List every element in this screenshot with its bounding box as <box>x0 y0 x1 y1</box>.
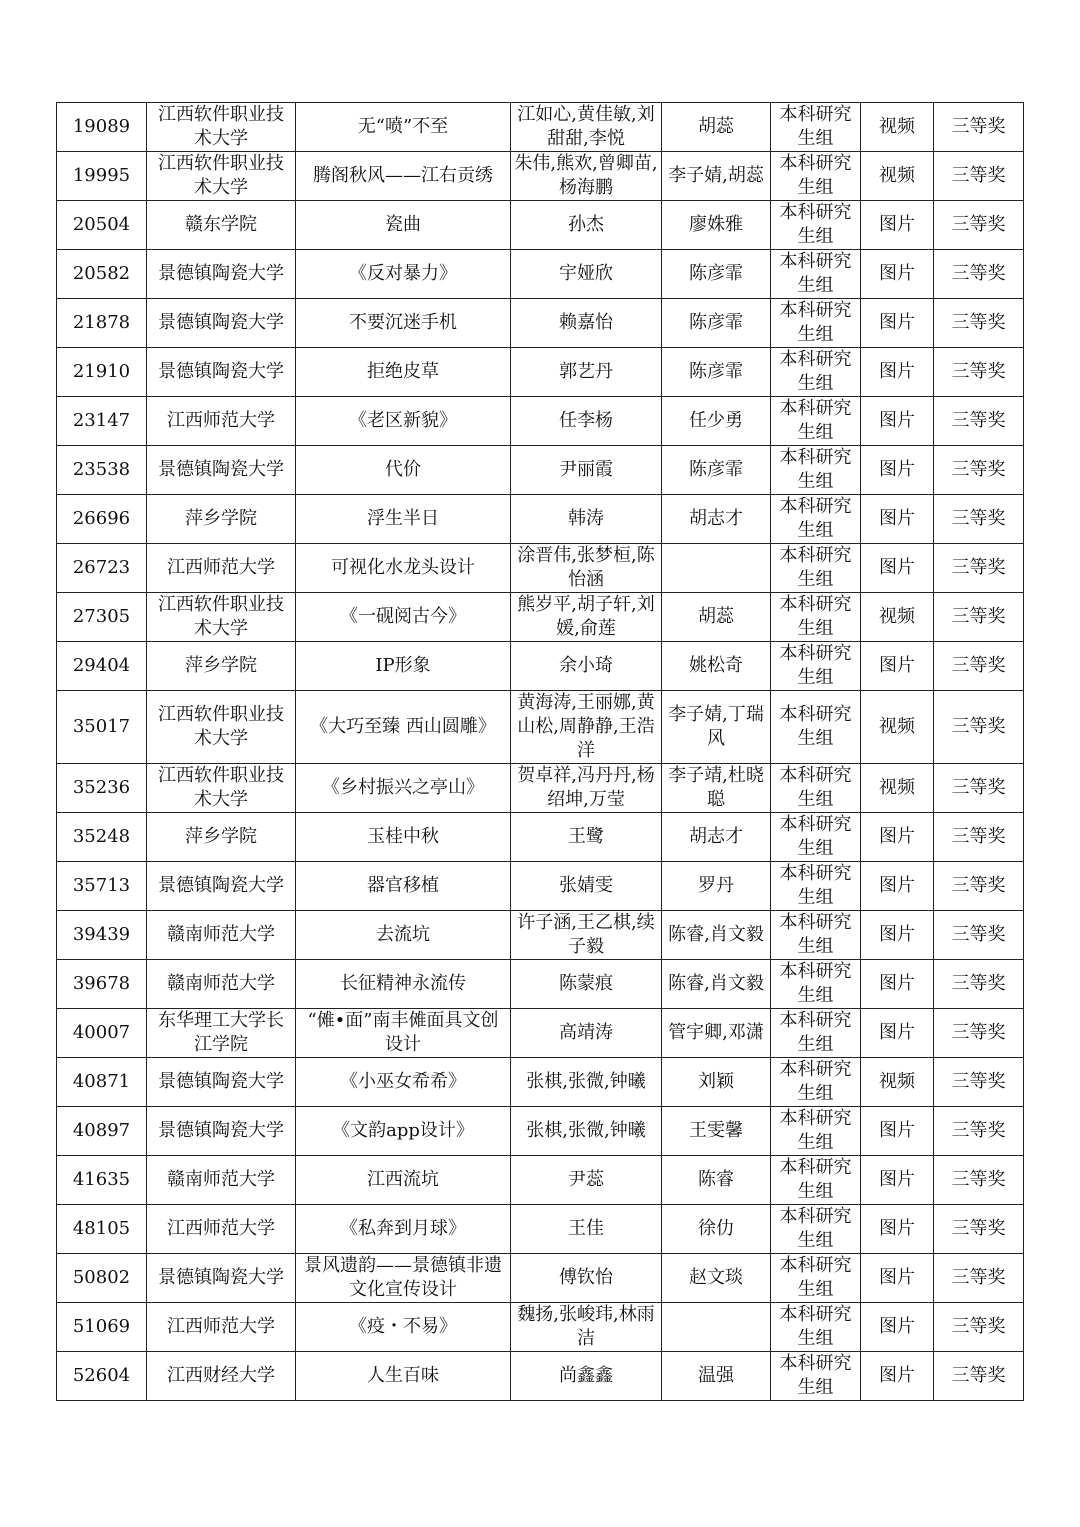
work-type-cell: 视频 <box>861 1058 934 1107</box>
authors-cell: 涂晋伟,张梦桓,陈怡涵 <box>511 544 662 593</box>
work-title-cell: 《私奔到月球》 <box>296 1205 511 1254</box>
award-cell: 三等奖 <box>934 250 1024 299</box>
entry-id-cell: 23538 <box>57 446 147 495</box>
school-cell: 江西财经大学 <box>147 1352 296 1401</box>
work-title-cell: 景风遗韵——景德镇非遗文化宣传设计 <box>296 1254 511 1303</box>
work-type-cell: 图片 <box>861 495 934 544</box>
work-type-cell: 图片 <box>861 1205 934 1254</box>
entry-id-cell: 40007 <box>57 1009 147 1058</box>
entry-id-cell: 50802 <box>57 1254 147 1303</box>
group-cell: 本科研究生组 <box>771 862 861 911</box>
advisor-cell: 李子靖,杜晓聪 <box>662 764 771 813</box>
group-cell: 本科研究生组 <box>771 813 861 862</box>
school-cell: 景德镇陶瓷大学 <box>147 1254 296 1303</box>
authors-cell: 赖嘉怡 <box>511 299 662 348</box>
group-cell: 本科研究生组 <box>771 691 861 764</box>
work-title-cell: 江西流坑 <box>296 1156 511 1205</box>
work-title-cell: 拒绝皮草 <box>296 348 511 397</box>
work-title-cell: 器官移植 <box>296 862 511 911</box>
work-title-cell: 浮生半日 <box>296 495 511 544</box>
school-cell: 景德镇陶瓷大学 <box>147 1107 296 1156</box>
advisor-cell: 胡志才 <box>662 495 771 544</box>
work-type-cell: 视频 <box>861 103 934 152</box>
work-title-cell: 代价 <box>296 446 511 495</box>
entry-id-cell: 39439 <box>57 911 147 960</box>
award-cell: 三等奖 <box>934 397 1024 446</box>
authors-cell: 宇娅欣 <box>511 250 662 299</box>
group-cell: 本科研究生组 <box>771 1352 861 1401</box>
authors-cell: 张棋,张微,钟曦 <box>511 1058 662 1107</box>
work-type-cell: 图片 <box>861 250 934 299</box>
group-cell: 本科研究生组 <box>771 1009 861 1058</box>
table-row <box>57 446 1024 495</box>
group-cell: 本科研究生组 <box>771 1107 861 1156</box>
authors-cell: 王鹭 <box>511 813 662 862</box>
group-cell: 本科研究生组 <box>771 642 861 691</box>
award-cell: 三等奖 <box>934 495 1024 544</box>
work-title-cell: IP形象 <box>296 642 511 691</box>
entry-id-cell: 29404 <box>57 642 147 691</box>
work-type-cell: 图片 <box>861 299 934 348</box>
table-row <box>57 348 1024 397</box>
awards-table <box>56 102 1024 1401</box>
work-type-cell: 图片 <box>861 446 934 495</box>
authors-cell: 王佳 <box>511 1205 662 1254</box>
group-cell: 本科研究生组 <box>771 960 861 1009</box>
work-type-cell: 图片 <box>861 862 934 911</box>
work-type-cell: 视频 <box>861 152 934 201</box>
award-cell: 三等奖 <box>934 1156 1024 1205</box>
table-row <box>57 397 1024 446</box>
advisor-cell: 陈睿,肖文毅 <box>662 911 771 960</box>
work-title-cell: 腾阁秋风——江右贡绣 <box>296 152 511 201</box>
group-cell: 本科研究生组 <box>771 1303 861 1352</box>
award-cell: 三等奖 <box>934 446 1024 495</box>
group-cell: 本科研究生组 <box>771 544 861 593</box>
group-cell: 本科研究生组 <box>771 911 861 960</box>
authors-cell: 尹丽霞 <box>511 446 662 495</box>
table-row <box>57 495 1024 544</box>
award-cell: 三等奖 <box>934 1009 1024 1058</box>
entry-id-cell: 48105 <box>57 1205 147 1254</box>
table-row <box>57 103 1024 152</box>
work-type-cell: 图片 <box>861 201 934 250</box>
advisor-cell: 陈睿,肖文毅 <box>662 960 771 1009</box>
advisor-cell: 罗丹 <box>662 862 771 911</box>
authors-cell: 任李杨 <box>511 397 662 446</box>
school-cell: 景德镇陶瓷大学 <box>147 250 296 299</box>
work-type-cell: 图片 <box>861 642 934 691</box>
group-cell: 本科研究生组 <box>771 250 861 299</box>
school-cell: 江西软件职业技术大学 <box>147 764 296 813</box>
school-cell: 赣南师范大学 <box>147 911 296 960</box>
award-cell: 三等奖 <box>934 813 1024 862</box>
table-row <box>57 1352 1024 1401</box>
advisor-cell: 胡蕊 <box>662 103 771 152</box>
group-cell: 本科研究生组 <box>771 103 861 152</box>
school-cell: 景德镇陶瓷大学 <box>147 862 296 911</box>
entry-id-cell: 20504 <box>57 201 147 250</box>
school-cell: 江西软件职业技术大学 <box>147 152 296 201</box>
work-type-cell: 图片 <box>861 1352 934 1401</box>
award-cell: 三等奖 <box>934 1058 1024 1107</box>
award-cell: 三等奖 <box>934 1352 1024 1401</box>
table-row <box>57 201 1024 250</box>
advisor-cell: 刘颖 <box>662 1058 771 1107</box>
table-row <box>57 1156 1024 1205</box>
advisor-cell: 陈彦霏 <box>662 299 771 348</box>
table-row <box>57 299 1024 348</box>
work-title-cell: 人生百味 <box>296 1352 511 1401</box>
award-cell: 三等奖 <box>934 544 1024 593</box>
school-cell: 江西软件职业技术大学 <box>147 593 296 642</box>
entry-id-cell: 20582 <box>57 250 147 299</box>
work-type-cell: 视频 <box>861 764 934 813</box>
advisor-cell: 胡蕊 <box>662 593 771 642</box>
work-title-cell: 《反对暴力》 <box>296 250 511 299</box>
work-title-cell: 不要沉迷手机 <box>296 299 511 348</box>
group-cell: 本科研究生组 <box>771 1205 861 1254</box>
work-title-cell: “傩•面”南丰傩面具文创设计 <box>296 1009 511 1058</box>
work-title-cell: 《大巧至臻 西山圆雕》 <box>296 691 511 764</box>
advisor-cell: 管宇卿,邓潇 <box>662 1009 771 1058</box>
school-cell: 景德镇陶瓷大学 <box>147 348 296 397</box>
award-cell: 三等奖 <box>934 960 1024 1009</box>
entry-id-cell: 40897 <box>57 1107 147 1156</box>
award-cell: 三等奖 <box>934 1303 1024 1352</box>
table-row <box>57 911 1024 960</box>
table-row <box>57 813 1024 862</box>
group-cell: 本科研究生组 <box>771 1058 861 1107</box>
school-cell: 赣东学院 <box>147 201 296 250</box>
school-cell: 萍乡学院 <box>147 642 296 691</box>
work-type-cell: 图片 <box>861 348 934 397</box>
entry-id-cell: 40871 <box>57 1058 147 1107</box>
work-title-cell: 《疫・不易》 <box>296 1303 511 1352</box>
work-type-cell: 图片 <box>861 813 934 862</box>
group-cell: 本科研究生组 <box>771 397 861 446</box>
school-cell: 江西师范大学 <box>147 1303 296 1352</box>
authors-cell: 熊岁平,胡子轩,刘媛,俞莲 <box>511 593 662 642</box>
advisor-cell: 廖姝雅 <box>662 201 771 250</box>
entry-id-cell: 41635 <box>57 1156 147 1205</box>
entry-id-cell: 39678 <box>57 960 147 1009</box>
authors-cell: 尚鑫鑫 <box>511 1352 662 1401</box>
school-cell: 景德镇陶瓷大学 <box>147 1058 296 1107</box>
work-title-cell: 长征精神永流传 <box>296 960 511 1009</box>
award-cell: 三等奖 <box>934 1107 1024 1156</box>
school-cell: 江西软件职业技术大学 <box>147 103 296 152</box>
authors-cell: 贺卓祥,冯丹丹,杨绍坤,万莹 <box>511 764 662 813</box>
table-row <box>57 1058 1024 1107</box>
advisor-cell: 李子婧,丁瑞风 <box>662 691 771 764</box>
award-cell: 三等奖 <box>934 642 1024 691</box>
table-row <box>57 1009 1024 1058</box>
entry-id-cell: 27305 <box>57 593 147 642</box>
work-title-cell: 《一砚阅古今》 <box>296 593 511 642</box>
table-row <box>57 250 1024 299</box>
group-cell: 本科研究生组 <box>771 1156 861 1205</box>
group-cell: 本科研究生组 <box>771 201 861 250</box>
school-cell: 萍乡学院 <box>147 495 296 544</box>
work-type-cell: 图片 <box>861 1156 934 1205</box>
advisor-cell: 陈彦霏 <box>662 446 771 495</box>
work-title-cell: 《文韵app设计》 <box>296 1107 511 1156</box>
entry-id-cell: 26696 <box>57 495 147 544</box>
table-row <box>57 593 1024 642</box>
entry-id-cell: 35713 <box>57 862 147 911</box>
entry-id-cell: 26723 <box>57 544 147 593</box>
advisor-cell: 赵文琰 <box>662 1254 771 1303</box>
group-cell: 本科研究生组 <box>771 764 861 813</box>
table-row <box>57 1303 1024 1352</box>
work-type-cell: 图片 <box>861 960 934 1009</box>
entry-id-cell: 35017 <box>57 691 147 764</box>
authors-cell: 张棋,张微,钟曦 <box>511 1107 662 1156</box>
school-cell: 景德镇陶瓷大学 <box>147 446 296 495</box>
authors-cell: 韩涛 <box>511 495 662 544</box>
work-type-cell: 视频 <box>861 691 934 764</box>
authors-cell: 尹蕊 <box>511 1156 662 1205</box>
entry-id-cell: 19089 <box>57 103 147 152</box>
award-cell: 三等奖 <box>934 1254 1024 1303</box>
table-row <box>57 960 1024 1009</box>
entry-id-cell: 51069 <box>57 1303 147 1352</box>
work-title-cell: 玉桂中秋 <box>296 813 511 862</box>
authors-cell: 孙杰 <box>511 201 662 250</box>
award-cell: 三等奖 <box>934 593 1024 642</box>
entry-id-cell: 23147 <box>57 397 147 446</box>
authors-cell: 张婧雯 <box>511 862 662 911</box>
group-cell: 本科研究生组 <box>771 1254 861 1303</box>
authors-cell: 江如心,黄佳敏,刘甜甜,李悦 <box>511 103 662 152</box>
award-cell: 三等奖 <box>934 103 1024 152</box>
authors-cell: 朱伟,熊欢,曾卿苗,杨海鹏 <box>511 152 662 201</box>
school-cell: 萍乡学院 <box>147 813 296 862</box>
entry-id-cell: 35236 <box>57 764 147 813</box>
work-title-cell: 《乡村振兴之亭山》 <box>296 764 511 813</box>
table-row <box>57 642 1024 691</box>
school-cell: 江西师范大学 <box>147 397 296 446</box>
authors-cell: 许子涵,王乙棋,续子毅 <box>511 911 662 960</box>
award-cell: 三等奖 <box>934 348 1024 397</box>
authors-cell: 郭艺丹 <box>511 348 662 397</box>
school-cell: 江西师范大学 <box>147 1205 296 1254</box>
entry-id-cell: 21878 <box>57 299 147 348</box>
school-cell: 赣南师范大学 <box>147 1156 296 1205</box>
work-type-cell: 视频 <box>861 593 934 642</box>
authors-cell: 黄海涛,王丽娜,黄山松,周静静,王浩洋 <box>511 691 662 764</box>
table-row <box>57 691 1024 764</box>
advisor-cell: 陈睿 <box>662 1156 771 1205</box>
group-cell: 本科研究生组 <box>771 495 861 544</box>
work-title-cell: 瓷曲 <box>296 201 511 250</box>
advisor-cell: 温强 <box>662 1352 771 1401</box>
authors-cell: 傅钦怡 <box>511 1254 662 1303</box>
award-cell: 三等奖 <box>934 152 1024 201</box>
advisor-cell: 胡志才 <box>662 813 771 862</box>
authors-cell: 高靖涛 <box>511 1009 662 1058</box>
advisor-cell: 姚松奇 <box>662 642 771 691</box>
work-title-cell: 《小巫女希希》 <box>296 1058 511 1107</box>
school-cell: 东华理工大学长江学院 <box>147 1009 296 1058</box>
award-cell: 三等奖 <box>934 201 1024 250</box>
table-row <box>57 152 1024 201</box>
award-cell: 三等奖 <box>934 299 1024 348</box>
school-cell: 江西师范大学 <box>147 544 296 593</box>
school-cell: 赣南师范大学 <box>147 960 296 1009</box>
award-cell: 三等奖 <box>934 911 1024 960</box>
work-title-cell: 《老区新貌》 <box>296 397 511 446</box>
authors-cell: 魏扬,张峻玮,林雨洁 <box>511 1303 662 1352</box>
work-type-cell: 图片 <box>861 544 934 593</box>
table-row <box>57 544 1024 593</box>
award-cell: 三等奖 <box>934 764 1024 813</box>
awards-table-body <box>57 103 1024 1401</box>
group-cell: 本科研究生组 <box>771 593 861 642</box>
work-title-cell: 无“喷”不至 <box>296 103 511 152</box>
group-cell: 本科研究生组 <box>771 446 861 495</box>
advisor-cell: 任少勇 <box>662 397 771 446</box>
work-type-cell: 图片 <box>861 911 934 960</box>
group-cell: 本科研究生组 <box>771 299 861 348</box>
work-type-cell: 图片 <box>861 397 934 446</box>
work-type-cell: 图片 <box>861 1254 934 1303</box>
table-row <box>57 862 1024 911</box>
advisor-cell <box>662 1303 771 1352</box>
award-cell: 三等奖 <box>934 691 1024 764</box>
work-type-cell: 图片 <box>861 1107 934 1156</box>
entry-id-cell: 35248 <box>57 813 147 862</box>
authors-cell: 余小琦 <box>511 642 662 691</box>
authors-cell: 陈蒙痕 <box>511 960 662 1009</box>
work-type-cell: 图片 <box>861 1303 934 1352</box>
work-type-cell: 图片 <box>861 1009 934 1058</box>
work-title-cell: 去流坑 <box>296 911 511 960</box>
school-cell: 景德镇陶瓷大学 <box>147 299 296 348</box>
advisor-cell <box>662 544 771 593</box>
entry-id-cell: 21910 <box>57 348 147 397</box>
advisor-cell: 徐仂 <box>662 1205 771 1254</box>
advisor-cell: 陈彦霏 <box>662 348 771 397</box>
table-row <box>57 1107 1024 1156</box>
award-cell: 三等奖 <box>934 862 1024 911</box>
table-row <box>57 1254 1024 1303</box>
advisor-cell: 陈彦霏 <box>662 250 771 299</box>
table-row <box>57 764 1024 813</box>
work-title-cell: 可视化水龙头设计 <box>296 544 511 593</box>
table-row <box>57 1205 1024 1254</box>
school-cell: 江西软件职业技术大学 <box>147 691 296 764</box>
group-cell: 本科研究生组 <box>771 348 861 397</box>
advisor-cell: 李子婧,胡蕊 <box>662 152 771 201</box>
entry-id-cell: 52604 <box>57 1352 147 1401</box>
group-cell: 本科研究生组 <box>771 152 861 201</box>
award-cell: 三等奖 <box>934 1205 1024 1254</box>
advisor-cell: 王雯馨 <box>662 1107 771 1156</box>
entry-id-cell: 19995 <box>57 152 147 201</box>
